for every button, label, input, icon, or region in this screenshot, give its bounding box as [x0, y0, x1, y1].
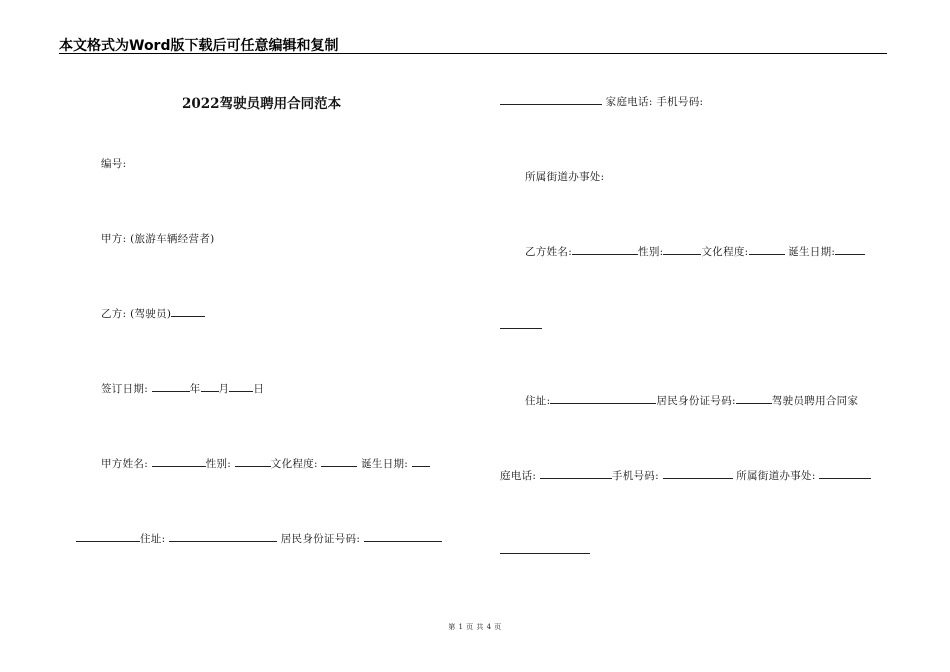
a-edu-label: 文化程度:	[270, 458, 318, 470]
a-edu-blank[interactable]	[321, 456, 357, 467]
page-header: 本文格式为Word版下载后可任意编辑和复制	[59, 38, 339, 54]
mobile-label: 手机号码:	[656, 96, 704, 108]
party-a-label: 甲方: (旅游车辆经营者)	[101, 233, 215, 245]
b-sex-blank[interactable]	[663, 244, 701, 255]
b-street-label: 所属街道办事处:	[736, 470, 816, 482]
a-birth-blank[interactable]	[412, 456, 430, 467]
year-blank[interactable]	[152, 381, 190, 392]
b-id-blank[interactable]	[736, 393, 772, 404]
a-sex-blank[interactable]	[235, 456, 271, 467]
b-addr-label: 住址:	[525, 395, 551, 407]
a-birth-blank-cont[interactable]	[76, 531, 140, 542]
b-birth-blank[interactable]	[835, 244, 865, 255]
a-birth-label: 诞生日期:	[361, 458, 409, 470]
a-id-label: 居民身份证号码:	[280, 533, 361, 545]
b-sex-label: 性别:	[638, 246, 664, 258]
b-birth-blank-cont[interactable]	[500, 328, 542, 329]
b-mobile-blank[interactable]	[663, 468, 733, 479]
b-mobile-label: 手机号码:	[611, 470, 659, 482]
a-name-label: 甲方姓名:	[101, 458, 149, 470]
b-birth-label: 诞生日期:	[788, 246, 836, 258]
a-sex-label: 性别:	[205, 458, 232, 470]
b-name-label: 乙方姓名:	[525, 246, 573, 258]
b-edu-blank[interactable]	[749, 244, 785, 255]
year-label: 年	[189, 383, 201, 395]
phone-line	[500, 94, 703, 109]
sign-date-label: 签订日期:	[101, 383, 149, 395]
id-blank-cont[interactable]	[500, 94, 602, 105]
party-b-phone-line	[500, 468, 871, 483]
a-addr-label: 住址:	[140, 533, 166, 545]
b-edu-label: 文化程度:	[701, 246, 749, 258]
party-a-info-line	[101, 456, 430, 471]
a-name-blank[interactable]	[152, 456, 206, 467]
party-b-info-line	[525, 244, 865, 259]
street-office-label: 所属街道办事处:	[525, 171, 605, 183]
a-id-blank[interactable]	[364, 531, 442, 542]
a-addr-blank[interactable]	[169, 531, 277, 542]
b-tel-blank[interactable]	[540, 468, 612, 479]
page-footer: 第 1 页 共 4 页	[448, 623, 502, 631]
party-b-line	[101, 306, 205, 321]
party-b-label: 乙方: (驾驶员)	[101, 308, 172, 320]
b-street-blank-cont[interactable]	[500, 553, 590, 554]
b-tel-label: 庭电话:	[500, 470, 537, 482]
sign-date-line	[101, 381, 264, 396]
header-divider	[59, 53, 887, 54]
month-label: 月	[218, 383, 230, 395]
party-b-address-line	[525, 393, 858, 408]
party-b-blank[interactable]	[171, 306, 205, 317]
home-phone-label: 家庭电话:	[605, 96, 653, 108]
b-name-blank[interactable]	[572, 244, 638, 255]
b-street-blank[interactable]	[819, 468, 871, 479]
document-title: 2022驾驶员聘用合同范本	[182, 96, 342, 112]
day-blank[interactable]	[229, 381, 253, 392]
month-blank[interactable]	[201, 381, 219, 392]
contract-tail-text: 驾驶员聘用合同家	[771, 395, 859, 407]
day-label: 日	[253, 383, 265, 395]
b-id-label: 居民身份证号码:	[656, 395, 736, 407]
b-addr-blank[interactable]	[550, 393, 656, 404]
party-a-address-line	[76, 531, 442, 546]
number-label: 编号:	[101, 158, 127, 170]
